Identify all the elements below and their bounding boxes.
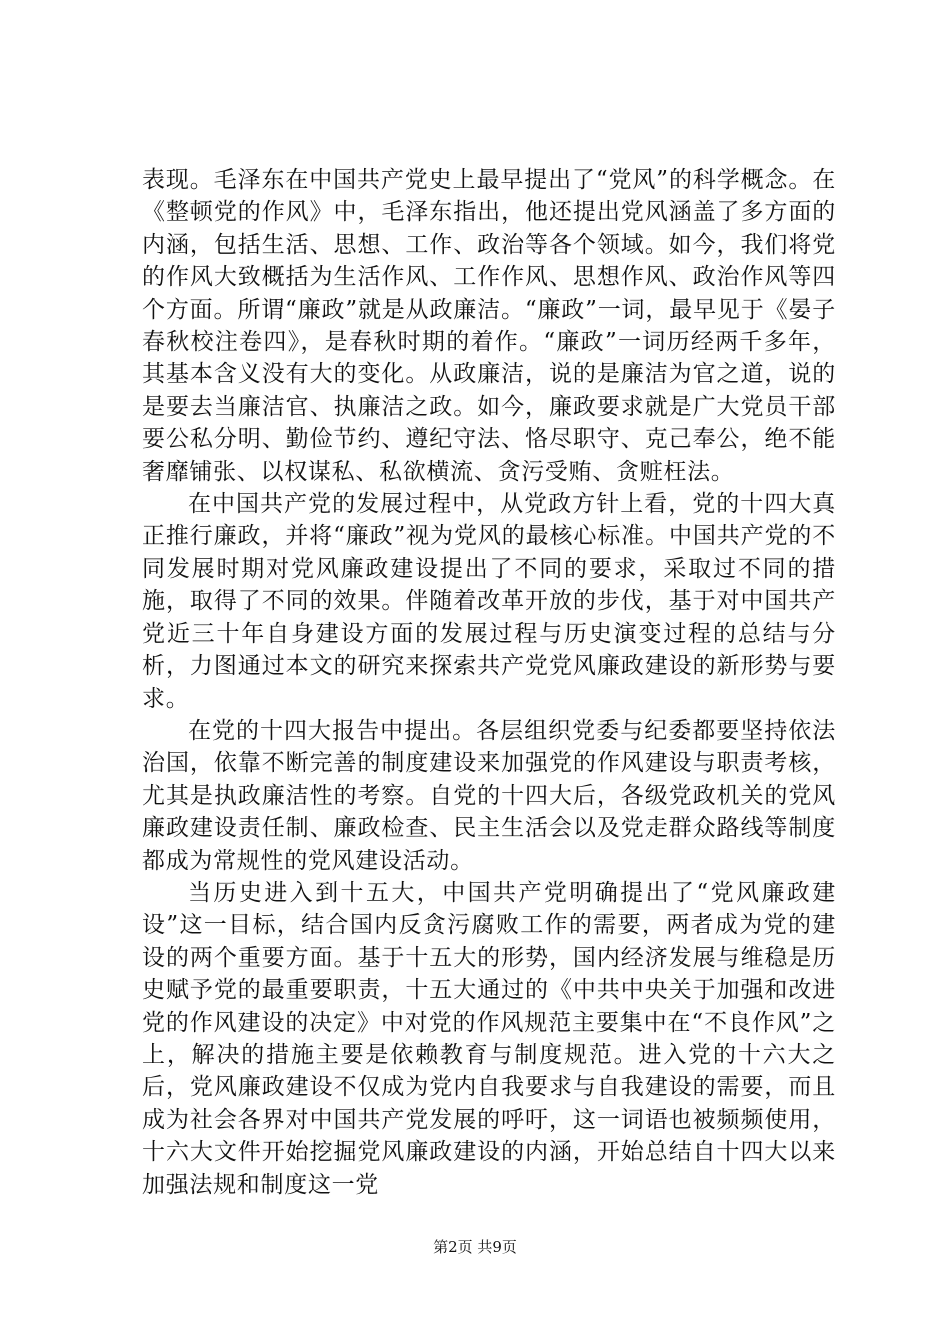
document-body [142,164,836,1201]
page-number-footer: 第2页 共9页 [433,1238,517,1256]
paragraph-3: 在党的十四大报告中提出。各层组织党委与纪委都要坚持依法治国，依靠不断完善的制度建设来加强党的作风建设与职责考核，尤其是执政廉洁性的考察。自党的十四大后，各级党政机关的党风廉政建设责任制、廉政检查、民主生活会以及党走群众路线等制度都成为常规性的党风建设活动。 [142,717,836,874]
paragraph-1: 表现。毛泽东在中国共产党史上最早提出了“党风”的科学概念。在《整顿党的作风》中，毛泽东指出，他还提出党风涵盖了多方面的内涵，包括生活、思想、工作、政治等各个领域。如今，我们将党的作风大致概括为生活作风、工作作风、思想作风、政治作风等四个方面。所谓“廉政”就是从政廉洁。“廉政”一词，最早见于《晏子春秋校注卷四》，是春秋时期的着作。“廉政”一词历经两千多年，其基本含义没有大的变化。从政廉洁，说的是廉洁为官之道，说的是要去当廉洁官、执廉洁之政。如今，廉政要求就是广大党员干部要公私分明、勤俭节约、遵纪守法、恪尽职守、克己奉公，绝不能奢靡铺张、以权谋私、私欲横流、贪污受贿、贪赃枉法。 [142,167,836,485]
paragraph-2: 在中国共产党的发展过程中，从党政方针上看，党的十四大真正推行廉政，并将“廉政”视为党风的最核心标准。中国共产党的不同发展时期对党风廉政建设提出了不同的要求，采取过不同的措施，取得了不同的效果。伴随着改革开放的步伐，基于对中国共产党近三十年自身建设方面的发展过程与历史演变过程的总结与分析，力图通过本文的研究来探索共产党党风廉政建设的新形势与要求。 [142,491,836,712]
paragraph-4: 当历史进入到十五大，中国共产党明确提出了“党风廉政建设”这一目标，结合国内反贪污腐败工作的需要，两者成为党的建设的两个重要方面。基于十五大的形势，国内经济发展与维稳是历史赋予党的最重要职责，十五大通过的《中共中央关于加强和改进党的作风建设的决定》中对党的作风规范主要集中在“不良作风”之上，解决的措施主要是依赖教育与制度规范。进入党的十六大之后，党风廉政建设不仅成为党内自我要求与自我建设的需要，而且成为社会各界对中国共产党发展的呼吁，这一词语也被频频使用，十六大文件开始挖掘党风廉政建设的内涵，开始总结自十四大以来加强法规和制度这一党 [142,879,836,1198]
